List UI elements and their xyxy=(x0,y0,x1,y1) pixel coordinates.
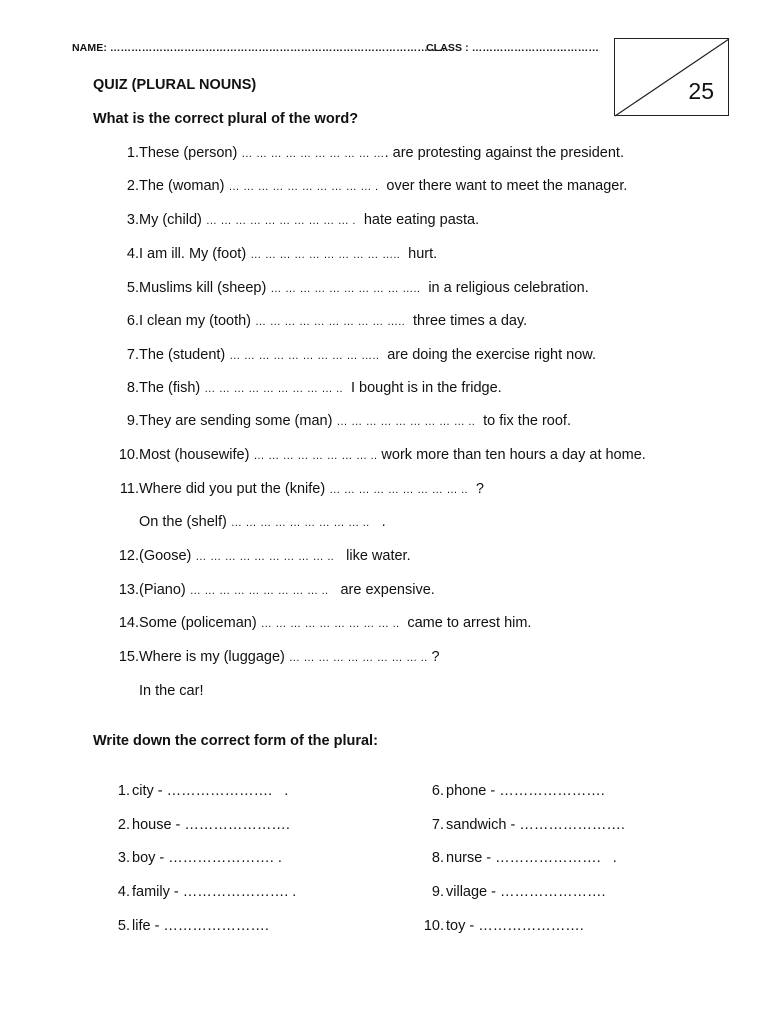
answer-blank[interactable]: … … … … … … … … … ….. xyxy=(255,316,405,328)
question-number: 4. xyxy=(126,246,139,262)
question-text xyxy=(139,145,624,161)
question-rest: are doing the exercise right now. xyxy=(379,347,597,363)
plural-item xyxy=(108,783,288,799)
plural-item xyxy=(108,918,269,934)
question-rest: I bought is in the fridge. xyxy=(342,380,502,396)
question-text xyxy=(139,447,646,463)
question-prompt: (Piano) xyxy=(139,582,190,598)
question-number: 7. xyxy=(126,347,139,363)
question-number: 8. xyxy=(126,380,139,396)
question-prompt: I clean my (tooth) xyxy=(139,313,256,329)
question-text xyxy=(139,178,627,194)
plural-item-number: 10. xyxy=(423,918,444,934)
question-prompt: Some (policeman) xyxy=(139,615,261,631)
question-number: 6. xyxy=(126,313,139,329)
question-prompt: The (woman) xyxy=(139,178,229,194)
plural-item-number: 5. xyxy=(117,918,130,934)
question-text xyxy=(139,413,571,429)
plural-item-text[interactable]: village - …………………. xyxy=(446,884,606,900)
question-rest: three times a day. xyxy=(404,313,528,329)
question-prompt: Where is my (luggage) xyxy=(139,649,289,665)
question-text xyxy=(139,548,411,564)
plural-item-text[interactable]: house - …………………. xyxy=(132,817,290,833)
question-number: 14. xyxy=(118,615,139,631)
quiz-title: QUIZ (PLURAL NOUNS) xyxy=(93,77,257,93)
plural-item-number: 2. xyxy=(117,817,130,833)
plural-item-number: 7. xyxy=(431,817,444,833)
question-rest: like water. xyxy=(334,548,411,564)
answer-blank[interactable]: … … … … … … … … … … . xyxy=(205,215,356,227)
question-text xyxy=(139,649,440,665)
answer-blank[interactable]: … … … … … … … … .. xyxy=(253,450,378,462)
question-text xyxy=(139,280,589,296)
plural-item-number: 8. xyxy=(431,850,444,866)
question-rest: hurt. xyxy=(400,246,438,262)
answer-blank[interactable]: … … … … … … … … … .. xyxy=(195,551,335,563)
plural-item xyxy=(422,783,605,799)
question-rest: ? xyxy=(427,649,440,665)
plural-item-text[interactable]: phone - …………………. xyxy=(446,783,605,799)
plural-item-text[interactable]: sandwich - …………………. xyxy=(446,817,625,833)
question-prompt: (Goose) xyxy=(139,548,196,564)
question-number: 15. xyxy=(118,649,139,665)
question-text xyxy=(139,246,437,262)
plural-item-number: 6. xyxy=(431,783,444,799)
question-number: 11. xyxy=(119,481,139,497)
question-prompt: My (child) xyxy=(139,212,206,228)
question-text xyxy=(139,212,479,228)
question-text xyxy=(139,380,502,396)
question-number: 5. xyxy=(126,280,139,296)
question-rest: hate eating pasta. xyxy=(355,212,480,228)
plural-item xyxy=(422,918,584,934)
plural-item-text[interactable]: life - …………………. xyxy=(132,918,269,934)
plural-item xyxy=(422,817,625,833)
question-prompt: On the (shelf) xyxy=(139,514,231,530)
plural-item-text[interactable]: toy - …………………. xyxy=(446,918,584,934)
plural-item-text[interactable]: boy - …………………. . xyxy=(132,850,282,866)
question-rest: in a religious celebration. xyxy=(420,280,589,296)
question-prompt: In the car! xyxy=(139,683,204,699)
question-prompt: These (person) xyxy=(139,145,242,161)
question-rest: . are protesting against the president. xyxy=(384,145,624,161)
answer-blank[interactable]: … … … … … … … … … .. xyxy=(329,484,468,496)
question-text xyxy=(139,347,596,363)
plural-item-text[interactable]: nurse - …………………. . xyxy=(446,850,617,866)
plural-item-number: 3. xyxy=(117,850,130,866)
class-field[interactable]: CLASS : ……………………………… xyxy=(426,42,599,54)
question-rest: to fix the roof. xyxy=(475,413,571,429)
question-number: 12. xyxy=(118,548,139,564)
question-text xyxy=(139,514,386,530)
score-box xyxy=(614,38,729,116)
question-text xyxy=(139,582,435,598)
question-number: 13. xyxy=(118,582,139,598)
score-total: 25 xyxy=(688,78,714,104)
name-field[interactable]: NAME: …………………………………………………………………………………… xyxy=(72,42,450,54)
plural-item-text[interactable]: city - …………………. . xyxy=(132,783,289,799)
answer-blank[interactable]: … … … … … … … … … .. xyxy=(288,652,428,664)
plural-item xyxy=(108,817,290,833)
plural-item xyxy=(422,850,617,866)
question-number: 9. xyxy=(126,413,139,429)
part1-instruction: What is the correct plural of the word? xyxy=(93,111,359,127)
answer-blank[interactable]: … … … … … … … … … .. xyxy=(204,383,343,395)
question-number: 3. xyxy=(126,212,139,228)
answer-blank[interactable]: … … … … … … … … … .. xyxy=(189,585,329,597)
question-rest: came to arrest him. xyxy=(399,615,532,631)
question-rest: . xyxy=(369,514,386,530)
question-prompt: Where did you put the (knife) xyxy=(139,481,330,497)
question-prompt: They are sending some (man) xyxy=(139,413,337,429)
question-rest: work more than ten hours a day at home. xyxy=(377,447,646,463)
question-number: 10. xyxy=(118,447,139,463)
plural-item xyxy=(422,884,606,900)
plural-item xyxy=(108,884,296,900)
answer-blank[interactable]: … … … … … … … … … … xyxy=(241,148,385,160)
question-text xyxy=(139,615,531,631)
answer-blank[interactable]: … … … … … … … … … ….. xyxy=(250,249,401,261)
plural-item-text[interactable]: family - …………………. . xyxy=(132,884,297,900)
question-prompt: Muslims kill (sheep) xyxy=(139,280,271,296)
question-number: 1. xyxy=(126,145,139,161)
question-prompt: The (fish) xyxy=(139,380,205,396)
question-number: 2. xyxy=(126,178,139,194)
answer-blank[interactable]: … … … … … … … … … .. xyxy=(260,618,400,630)
question-prompt: The (student) xyxy=(139,347,230,363)
question-text xyxy=(139,481,484,497)
question-rest: ? xyxy=(467,481,484,497)
plural-item-number: 9. xyxy=(431,884,444,900)
plural-item-number: 1. xyxy=(117,783,130,799)
part2-instruction: Write down the correct form of the plural: xyxy=(93,733,378,749)
question-prompt: I am ill. My (foot) xyxy=(139,246,251,262)
answer-blank[interactable]: … … … … … … … … … .. xyxy=(230,517,370,529)
question-rest: over there want to meet the manager. xyxy=(378,178,628,194)
question-prompt: Most (housewife) xyxy=(139,447,254,463)
answer-blank[interactable]: … … … … … … … … … ….. xyxy=(229,350,380,362)
question-text xyxy=(139,683,203,699)
plural-item xyxy=(108,850,282,866)
answer-blank[interactable]: … … … … … … … … … .. xyxy=(336,416,476,428)
plural-item-number: 4. xyxy=(117,884,130,900)
answer-blank[interactable]: … … … … … … … … … … . xyxy=(228,181,379,193)
question-text xyxy=(139,313,527,329)
answer-blank[interactable]: … … … … … … … … … ….. xyxy=(270,283,421,295)
question-rest: are expensive. xyxy=(328,582,435,598)
